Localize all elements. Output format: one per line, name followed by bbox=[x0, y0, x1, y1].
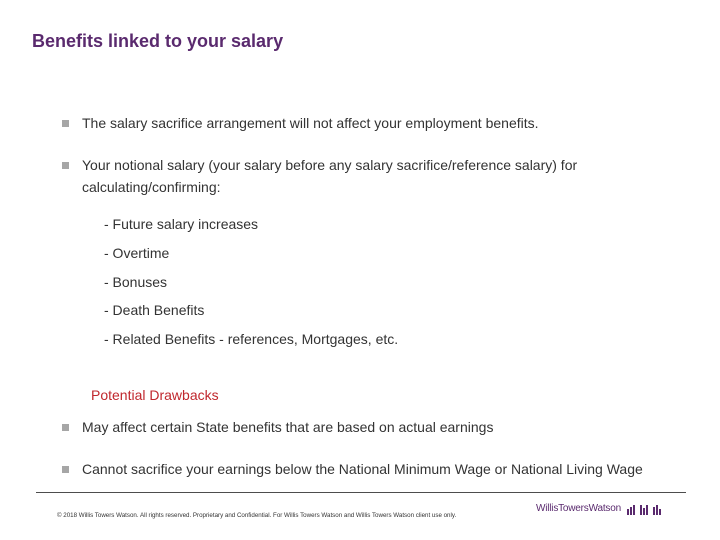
drawbacks-heading: Potential Drawbacks bbox=[91, 387, 219, 403]
bullet-marker bbox=[62, 466, 69, 473]
bullet-text: Cannot sacrifice your earnings below the National Minimum Wage or National Living Wage bbox=[82, 461, 643, 477]
bullet-item bbox=[62, 458, 682, 480]
sub-item: - Related Benefits - references, Mortgages, etc. bbox=[104, 331, 399, 347]
sub-item: - Future salary increases bbox=[104, 216, 259, 232]
bullet-text: The salary sacrifice arrangement will not affect your employment benefits. bbox=[82, 115, 539, 131]
bullet-marker bbox=[62, 120, 69, 127]
bullet-marker bbox=[62, 162, 69, 169]
sub-item: - Death Benefits bbox=[104, 302, 205, 318]
bullet-item bbox=[62, 112, 662, 134]
bullet-marker bbox=[62, 424, 69, 431]
bullet-item bbox=[62, 416, 662, 438]
bullet-text: May affect certain State benefits that are based on actual earnings bbox=[82, 419, 494, 435]
sub-item: - Overtime bbox=[104, 245, 170, 261]
bullet-item bbox=[62, 154, 582, 198]
footer-copyright: © 2018 Willis Towers Watson. All rights reserved. Proprietary and Confidential. For Willis Towers Watson and Willis Towers Watson client use only. bbox=[57, 512, 457, 519]
logo-mark-icon bbox=[627, 505, 661, 515]
footer-divider bbox=[36, 492, 686, 493]
sub-item: - Bonuses bbox=[104, 274, 168, 290]
company-logo: WillisTowersWatson bbox=[536, 503, 621, 514]
slide-title: Benefits linked to your salary bbox=[32, 31, 284, 51]
bullet-text: Your notional salary (your salary before any salary sacrifice/reference salary) for calculating/confirming: bbox=[82, 157, 578, 195]
